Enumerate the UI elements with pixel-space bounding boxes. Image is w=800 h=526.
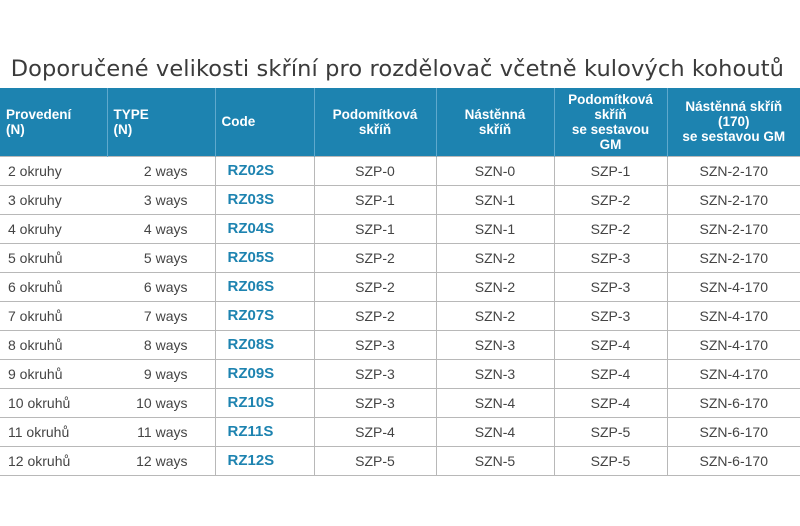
cell-type: 11 ways	[107, 417, 215, 446]
cell-nastenna: SZN-4	[436, 417, 554, 446]
cell-podomitkova: SZP-2	[314, 272, 436, 301]
table-row	[0, 243, 800, 272]
cell-nastenna: SZN-2	[436, 301, 554, 330]
cell-podomitkova-gm: SZP-1	[554, 156, 667, 185]
cell-provedeni: 8 okruhů	[0, 330, 107, 359]
cell-nastenna-170-gm: SZN-4-170	[667, 330, 800, 359]
cell-nastenna: SZN-4	[436, 388, 554, 417]
header-nastenna-170-gm: Nástěnná skříň (170) se sestavou GM	[667, 88, 800, 156]
cell-podomitkova: SZP-5	[314, 446, 436, 475]
cell-nastenna-170-gm: SZN-2-170	[667, 214, 800, 243]
cell-provedeni: 9 okruhů	[0, 359, 107, 388]
table-row	[0, 417, 800, 446]
cell-code: RZ08S	[215, 330, 314, 359]
cell-provedeni: 5 okruhů	[0, 243, 107, 272]
cell-provedeni: 6 okruhů	[0, 272, 107, 301]
header-provedeni: Provedení (N)	[6, 106, 72, 137]
cell-podomitkova-gm: SZP-2	[554, 214, 667, 243]
cell-type: 7 ways	[107, 301, 215, 330]
cell-type: 5 ways	[107, 243, 215, 272]
cell-nastenna-170-gm: SZN-6-170	[667, 446, 800, 475]
cell-code: RZ03S	[215, 185, 314, 214]
cell-podomitkova: SZP-0	[314, 156, 436, 185]
cabinet-size-table	[0, 88, 800, 476]
cell-code: RZ05S	[215, 243, 314, 272]
cell-podomitkova: SZP-3	[314, 388, 436, 417]
cell-provedeni: 2 okruhy	[0, 156, 107, 185]
cell-nastenna-170-gm: SZN-4-170	[667, 359, 800, 388]
table-row	[0, 156, 800, 185]
cell-code: RZ07S	[215, 301, 314, 330]
cell-code: RZ02S	[215, 156, 314, 185]
cell-nastenna: SZN-2	[436, 243, 554, 272]
cell-type: 6 ways	[107, 272, 215, 301]
table-row	[0, 330, 800, 359]
cell-provedeni: 3 okruhy	[0, 185, 107, 214]
cell-type: 12 ways	[107, 446, 215, 475]
cell-podomitkova: SZP-1	[314, 185, 436, 214]
cell-podomitkova-gm: SZP-2	[554, 185, 667, 214]
page-title: Doporučené velikosti skříní pro rozdělovač včetně kulových kohoutů	[10, 56, 784, 82]
cell-provedeni: 11 okruhů	[0, 417, 107, 446]
table-row	[0, 214, 800, 243]
cell-nastenna-170-gm: SZN-6-170	[667, 388, 800, 417]
cell-provedeni: 10 okruhů	[0, 388, 107, 417]
header-podomitkova: Podomítková skříň	[314, 88, 436, 156]
cell-nastenna-170-gm: SZN-2-170	[667, 156, 800, 185]
cell-podomitkova: SZP-3	[314, 330, 436, 359]
cell-nastenna: SZN-2	[436, 272, 554, 301]
table-row	[0, 446, 800, 475]
header-podomitkova-gm: Podomítková skříň se sestavou GM	[554, 88, 667, 156]
cell-type: 10 ways	[107, 388, 215, 417]
cell-podomitkova: SZP-1	[314, 214, 436, 243]
cell-podomitkova-gm: SZP-3	[554, 301, 667, 330]
cell-podomitkova-gm: SZP-4	[554, 359, 667, 388]
cell-nastenna: SZN-1	[436, 185, 554, 214]
cell-nastenna: SZN-5	[436, 446, 554, 475]
cell-podomitkova-gm: SZP-4	[554, 388, 667, 417]
cell-provedeni: 12 okruhů	[0, 446, 107, 475]
cell-nastenna: SZN-3	[436, 359, 554, 388]
table-body	[0, 156, 800, 475]
cell-provedeni: 4 okruhy	[0, 214, 107, 243]
table-row	[0, 272, 800, 301]
cell-nastenna-170-gm: SZN-6-170	[667, 417, 800, 446]
cell-type: 2 ways	[107, 156, 215, 185]
cell-type: 8 ways	[107, 330, 215, 359]
cell-code: RZ04S	[215, 214, 314, 243]
cell-type: 4 ways	[107, 214, 215, 243]
cell-podomitkova-gm: SZP-4	[554, 330, 667, 359]
cell-code: RZ09S	[215, 359, 314, 388]
cell-nastenna: SZN-0	[436, 156, 554, 185]
header-code: Code	[215, 88, 314, 156]
cell-code: RZ11S	[215, 417, 314, 446]
header-row	[0, 88, 800, 156]
cell-code: RZ12S	[215, 446, 314, 475]
header-type: TYPE (N)	[107, 88, 215, 156]
cell-podomitkova: SZP-3	[314, 359, 436, 388]
cell-code: RZ06S	[215, 272, 314, 301]
table-header	[0, 88, 800, 156]
cell-nastenna-170-gm: SZN-2-170	[667, 243, 800, 272]
cell-provedeni: 7 okruhů	[0, 301, 107, 330]
table-row	[0, 359, 800, 388]
table-row	[0, 185, 800, 214]
cell-code: RZ10S	[215, 388, 314, 417]
cell-nastenna: SZN-1	[436, 214, 554, 243]
cell-podomitkova-gm: SZP-3	[554, 243, 667, 272]
cell-podomitkova: SZP-4	[314, 417, 436, 446]
cell-podomitkova-gm: SZP-5	[554, 446, 667, 475]
cell-podomitkova: SZP-2	[314, 243, 436, 272]
cell-podomitkova: SZP-2	[314, 301, 436, 330]
header-nastenna: Nástěnná skříň	[436, 88, 554, 156]
cell-type: 9 ways	[107, 359, 215, 388]
cell-nastenna-170-gm: SZN-4-170	[667, 301, 800, 330]
cell-type: 3 ways	[107, 185, 215, 214]
cell-nastenna-170-gm: SZN-4-170	[667, 272, 800, 301]
cell-nastenna-170-gm: SZN-2-170	[667, 185, 800, 214]
cell-nastenna: SZN-3	[436, 330, 554, 359]
cell-podomitkova-gm: SZP-3	[554, 272, 667, 301]
table-row	[0, 301, 800, 330]
table-row	[0, 388, 800, 417]
cell-podomitkova-gm: SZP-5	[554, 417, 667, 446]
